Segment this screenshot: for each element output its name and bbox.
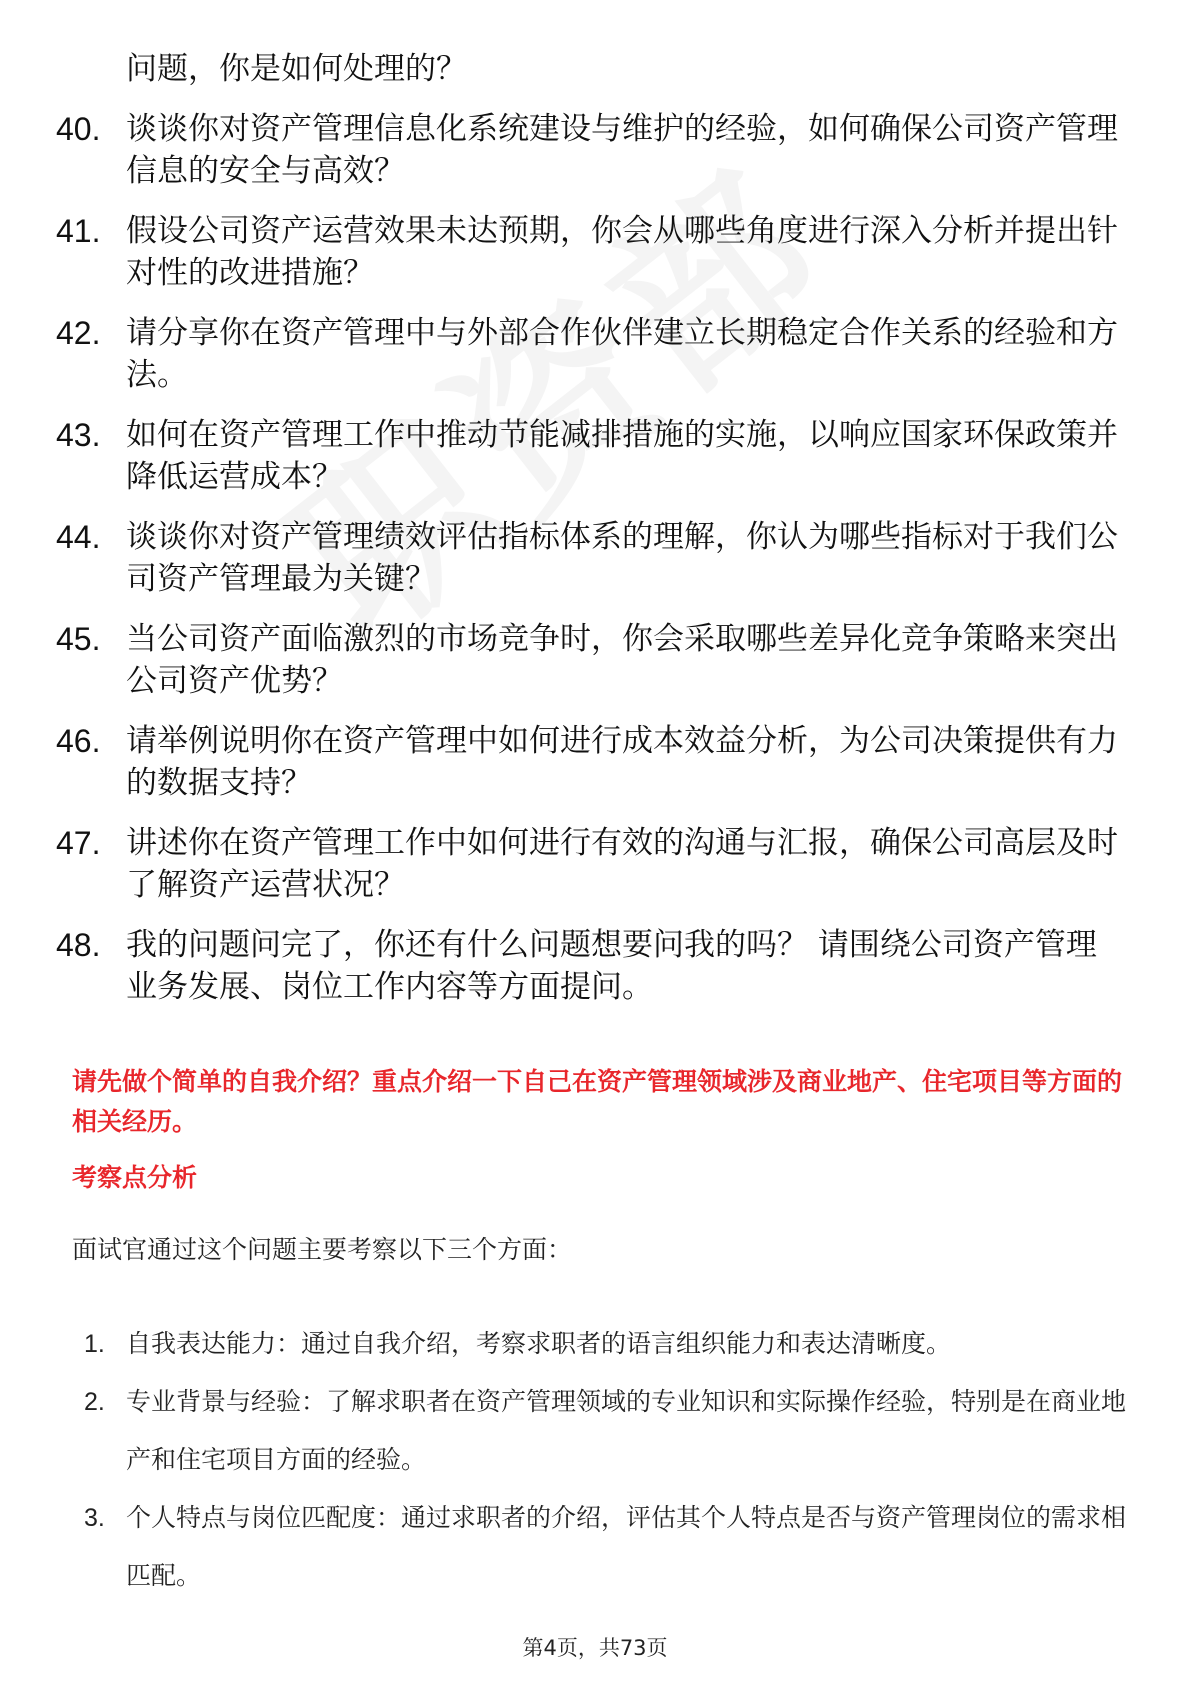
question-text: 我的问题问完了，你还有什么问题想要问我的吗？ 请围绕公司资产管理业务发展、岗位工作内容等方面提问。 (126, 927, 1097, 1005)
question-item (56, 312, 1136, 396)
analysis-text: 个人特点与岗位匹配度：通过求职者的介绍，评估其个人特点是否与资产管理岗位的需求相匹配。 (126, 1503, 1127, 1590)
question-number: 42. (56, 315, 101, 351)
analysis-list (84, 1315, 1134, 1605)
question-number: 47. (56, 825, 101, 861)
analysis-number: 1. (84, 1330, 105, 1358)
question-text: 请分享你在资产管理中与外部合作伙伴建立长期稳定合作关系的经验和方法。 (126, 315, 1118, 393)
question-text: 谈谈你对资产管理绩效评估指标体系的理解，你认为哪些指标对于我们公司资产管理最为关键？ (126, 519, 1118, 597)
question-item (56, 108, 1136, 192)
analysis-text: 专业背景与经验：了解求职者在资产管理领域的专业知识和实际操作经验，特别是在商业地产和住宅项目方面的经验。 (126, 1387, 1127, 1474)
question-item (56, 48, 1136, 90)
question-text: 当公司资产面临激烈的市场竞争时，你会采取哪些差异化竞争策略来突出公司资产优势？ (126, 621, 1118, 699)
question-item (56, 210, 1136, 294)
question-number: 41. (56, 213, 101, 249)
question-item (56, 618, 1136, 702)
analysis-item (84, 1315, 1134, 1373)
question-item (56, 516, 1136, 600)
analysis-item (84, 1489, 1134, 1605)
question-text: 假设公司资产运营效果未达预期，你会从哪些角度进行深入分析并提出针对性的改进措施？ (126, 213, 1118, 291)
question-item (56, 720, 1136, 804)
analysis-number: 2. (84, 1388, 105, 1416)
question-item (56, 822, 1136, 906)
highlighted-question: 请先做个简单的自我介绍？重点介绍一下自己在资产管理领域涉及商业地产、住宅项目等方面的相关经历。 (72, 1067, 1123, 1136)
question-text: 如何在资产管理工作中推动节能减排措施的实施，以响应国家环保政策并降低运营成本？ (126, 417, 1118, 495)
question-text: 请举例说明你在资产管理中如何进行成本效益分析，为公司决策提供有力的数据支持？ (126, 723, 1118, 801)
section-title: 考察点分析 (72, 1163, 198, 1192)
question-list (56, 48, 1136, 1026)
question-number: 48. (56, 927, 101, 963)
question-number: 45. (56, 621, 101, 657)
question-text: 谈谈你对资产管理信息化系统建设与维护的经验，如何确保公司资产管理信息的安全与高效？ (126, 111, 1118, 189)
question-text: 讲述你在资产管理工作中如何进行有效的沟通与汇报，确保公司高层及时了解资产运营状况？ (126, 825, 1118, 903)
page-footer: 第4页，共73页 (522, 1636, 668, 1660)
question-number: 44. (56, 519, 101, 555)
question-number: 40. (56, 111, 101, 147)
analysis-text: 自我表达能力：通过自我介绍，考察求职者的语言组织能力和表达清晰度。 (126, 1329, 952, 1358)
question-text: 问题，你是如何处理的？ (126, 51, 467, 87)
question-number: 46. (56, 723, 101, 759)
question-item (56, 924, 1136, 1008)
analysis-item (84, 1373, 1134, 1489)
intro-text: 面试官通过这个问题主要考察以下三个方面： (72, 1235, 573, 1264)
question-number: 43. (56, 417, 101, 453)
question-item (56, 414, 1136, 498)
analysis-number: 3. (84, 1504, 105, 1532)
